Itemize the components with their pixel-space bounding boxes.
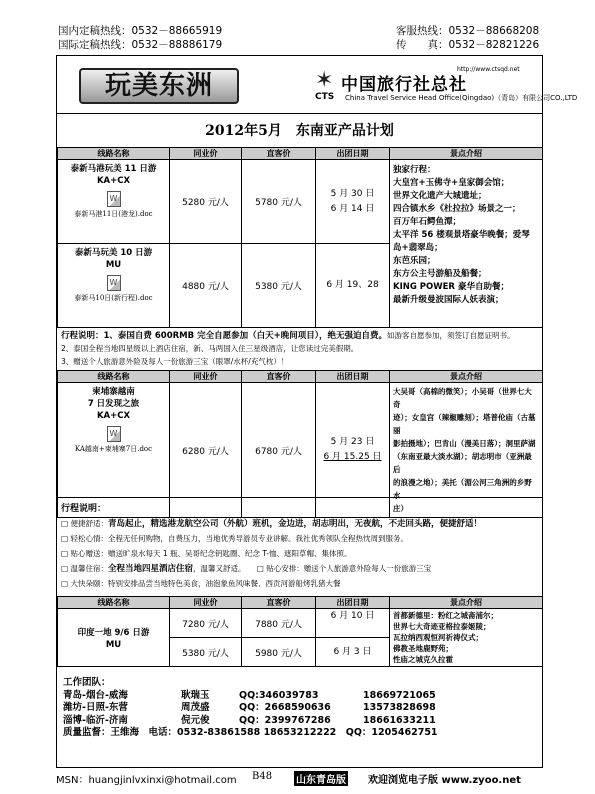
notes-1-line3: 3、赠送个人旅游意外险及每人一份旅游三宝（眼罩/水杯/充气枕）！: [61, 357, 289, 366]
work-team: 工作团队： 青岛-烟台-威海 耿瑞玉 QQ:346039783 18669721065 潍坊-日照-东营 周茂盛 QQ：2668590636 13573828698 淄博-临沂-济南 倪元俊 QQ：2399767286 18661633211 质量监督：王维海 电话：0532-83861588 18653212222 QQ：1205462751: [63, 677, 438, 738]
cts-en: China Travel Service Head Office(Qingdao)（青岛）有限公司CO.,LTD: [345, 94, 578, 102]
flyer-frame: [56, 55, 578, 768]
notes-2-line4: □ 温馨住宿：全程当地四星酒店住宿，温馨又舒适。 □ 贴心安排：赠送个人旅游意外险每人一份旅游三宝: [61, 564, 432, 574]
col-peer: 同业价: [170, 148, 242, 160]
table-row: 柬埔寨越南 7 日发现之旅 KA+CX W KA越南+柬埔寨7日.doc 6280 元/人 6780 元/人 5 月 23 日 6 月 15.25 日 大吴哥（高棉的微笑）；小吴哥（世界七大奇 迹）；女皇宫（辣椒雕刻）；塔普伦庙（古墓丽 影拍摄地）；巴肯山（漫美日落）；洞里萨湖 （东南亚最大淡水湖）；胡志明市（亚洲最后 的浪漫之地）；美托（湄公河三角洲的乡野水 庄）: [58, 383, 543, 518]
sights-cell: 大吴哥（高棉的微笑）；小吴哥（世界七大奇 迹）；女皇宫（辣椒雕刻）；塔普伦庙（古墓丽 影拍摄地）；巴肯山（漫美日落）；洞里萨湖 （东南亚最大淡水湖）；胡志明市（亚洲最后 的浪漫之地）；美托（湄公河三角洲的乡野水 庄）: [390, 383, 543, 518]
table-row: 印度一地 9/6 日游 MU 7280 元/人 7880 元/人 6 月 10 日 首都新德里：粉红之城斋浦尔； 世界七大奇迹亚格拉泰姬陵； 瓦拉纳西观恒河祈祷仪式； 佛教圣地鹿野苑； 性庙之城克久拉霍: [58, 609, 543, 638]
col-direct: 直客价: [242, 148, 316, 160]
sights-cell: 独家行程： 大皇宫+玉佛寺+皇家御会馆； 世界文化遗产大城遗址； 四合镇水乡《杜拉拉》场景之一； 百万年石鳄鱼潭； 太平洋 56 楼观景塔豪华晚餐；爱琴 岛+翡翠岛； 东芭乐园； 东方公主号游船及船餐； KING POWER 豪华自助餐； 最新升级曼波国际人妖表演；: [390, 160, 543, 328]
col-route: 线路名称: [58, 148, 170, 160]
doc-icon[interactable]: W: [107, 275, 121, 291]
team-row: 淄博-临沂-济南 倪元俊 QQ：2399767286 18661633211: [63, 714, 436, 726]
notes-2-line1: □ 便捷舒适：青岛起止，精选港龙航空公司（外航）班机，金边进，胡志明出，无夜航，不走回头路，便捷舒适！: [61, 519, 482, 529]
notes-2-title: 行程说明：: [61, 504, 107, 514]
intl-hotline: 国际定稿热线：0532－88886179: [58, 39, 223, 51]
doc-file[interactable]: 泰新马10日(新行程).doc: [74, 294, 153, 302]
notes-2-line2: □ 轻松心情：全程无任何购物，自费压力，当地优秀导游员专业讲解。我社优秀领队全程热忱周到服务。: [61, 534, 408, 543]
notes-2-line5: □ 大快朵颐：特别安排品尝当地特色美食，油泡象鱼风味餐、西贡河游船烤乳猪大餐: [61, 579, 341, 588]
table-row: 泰新马玩美 10 日游 MU W 泰新马10日(新行程).doc 4880 元/人 5380 元/人 6 月 19、28: [58, 244, 543, 328]
service-hotline: 客服热线：0532－88668208: [396, 25, 540, 37]
doc-file[interactable]: KA越南+柬埔寨7日.doc: [74, 445, 153, 453]
divider: [57, 497, 542, 498]
table-india: 线路名称 同业价 直客价 出团日期 景点介绍 印度一地 9/6 日游 MU 7280 元/人 7880 元/人 6 月 10 日 首都新德里：粉红之城斋浦尔； 世界七大奇迹亚格拉泰姬陵； 瓦拉纳西观恒河祈祷仪式； 佛教圣地鹿野苑； 性庙之城克久拉霍 5380 元/人 5980 元/人 6 月 3 日: [57, 596, 543, 667]
notes-1-line1: 行程说明：1、泰国自费 600RMB 完全自愿参加（白天+晚间项目），绝无强迫自费。如游客自愿参加，须签订自愿证明书。: [61, 331, 515, 341]
doc-icon[interactable]: W: [107, 191, 121, 207]
page-number: B48: [252, 771, 273, 782]
cts-star-icon: ✶: [315, 68, 334, 93]
team-row: 潍坊-日照-东营 周茂盛 QQ：2668590636 13573828698: [63, 702, 436, 713]
team-row: 青岛-烟台-威海 耿瑞玉 QQ:346039783 18669721065: [63, 689, 436, 701]
notes-1-line2: 2、泰国全程当地四星级以上酒店住宿，新、马两国入住三星级酒店，让您读过完美假期。: [61, 344, 359, 353]
banner: [57, 56, 578, 114]
table-sea-tours: [57, 147, 543, 328]
cts-url: http://www.ctsqd.net: [457, 66, 520, 73]
domestic-hotline: 国内定稿热线：0532－88665919: [58, 25, 223, 37]
cts-abbr: CTS: [315, 92, 335, 102]
col-date: 出团日期: [316, 148, 390, 160]
table-row: 5380 元/人 5980 元/人 6 月 3 日: [58, 638, 543, 667]
col-sights: 景点介绍: [390, 148, 543, 160]
doc-icon[interactable]: W: [107, 426, 121, 442]
slogan: 欢迎浏览电子版 www.zyoo.net: [368, 775, 521, 786]
table-row: 泰新马港玩美 11 日游 KA+CX W 泰新马港11日(港龙).doc 5280 元/人 5780 元/人 5 月 30 日 6 月 14 日 独家行程： 大皇宫+玉佛寺+皇家御会馆； 世界文化遗产大城遗址； 四合镇水乡《杜拉拉》场景之一； 百万年石鳄鱼潭； 太平洋 56 楼观景塔豪华晚餐；爱琴 岛+翡翠岛； 东芭乐园； 东方公主号游船及船餐； KING POWER 豪华自助餐； 最新升级曼波国际人妖表演；: [58, 160, 543, 244]
quality-supervision: 质量监督：王维海 电话：0532-83861588 18653212222 QQ：1205462751: [63, 727, 438, 738]
table-cambodia-vietnam: 线路名称 同业价 直客价 出团日期 景点介绍 柬埔寨越南 7 日发现之旅 KA+CX W KA越南+柬埔寨7日.doc 6280 元/人 6780 元/人 5 月 23 日 6 月 15.25 日 大吴哥（高棉的微笑）；小吴哥（世界七大奇 迹）；女皇宫（辣椒雕刻）；塔普伦庙（古墓丽 影拍摄地）；巴肯山（漫美日落）；洞里萨湖 （东南亚最大淡水湖）；胡志明市（亚洲最后 的浪漫之地）；美托（湄公河三角洲的乡野水 庄）: [57, 370, 543, 518]
fax: 传 真：0532－82821226: [396, 39, 540, 51]
cts-name: 中国旅行社总社: [341, 75, 467, 95]
logo: 玩美东洲: [79, 68, 239, 104]
msn: MSN：huangjinlvxinxi@hotmail.com: [56, 775, 237, 786]
sights-cell: 首都新德里：粉红之城斋浦尔； 世界七大奇迹亚格拉泰姬陵； 瓦拉纳西观恒河祈祷仪式； 佛教圣地鹿野苑； 性庙之城克久拉霍: [390, 609, 543, 667]
notes-2-line3: □ 贴心赠送：赠送旷泉水每天 1 瓶、吴哥纪念钥匙圈、纪念 T-恤、遮阳草帽、集体照。: [61, 549, 352, 558]
brand: 山东青岛版: [294, 771, 348, 786]
doc-file[interactable]: 泰新马港11日(港龙).doc: [74, 210, 153, 218]
page-title: 2012年5月 东南亚产品计划: [205, 123, 394, 139]
footer: [56, 771, 543, 786]
